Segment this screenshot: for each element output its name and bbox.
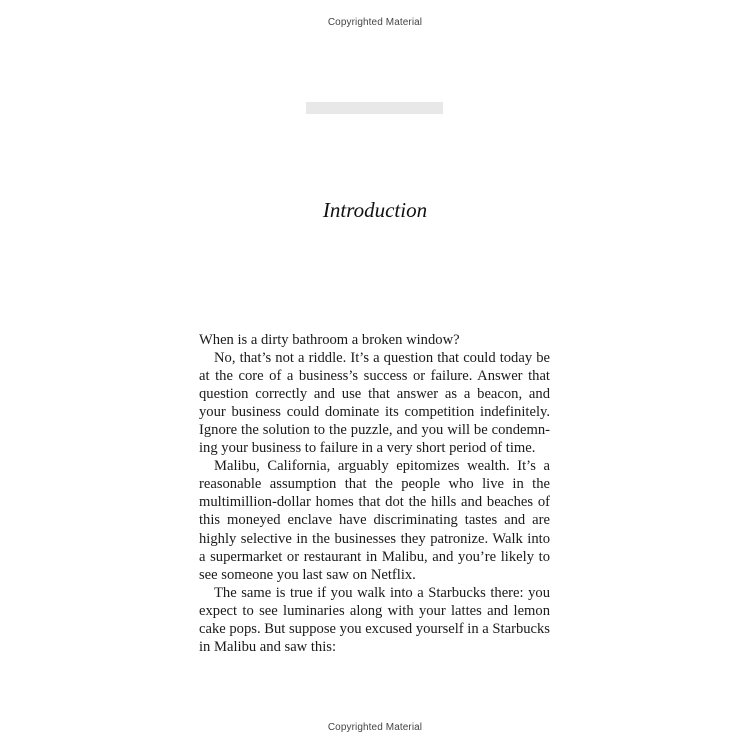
text-line: at the core of a business’s success or failure. Answer that: [199, 368, 550, 385]
paragraph-1: [199, 331, 550, 349]
text-line: expect to see luminaries along with your lattes and lemon: [199, 602, 550, 619]
text-line: a supermarket or restaurant in Malibu, and you’re likely to: [199, 548, 550, 565]
text-line: ing your business to failure in a very short period of time.: [199, 440, 536, 457]
paragraph-2: [199, 349, 550, 457]
text-line: cake pops. But suppose you excused yourself in a Starbucks: [199, 620, 550, 637]
body-text: [199, 331, 550, 656]
text-line: multimillion-dollar homes that dot the hills and beaches of: [199, 494, 550, 511]
text-line: highly selective in the businesses they patronize. Walk into: [199, 530, 550, 547]
chapter-title: Introduction: [322, 198, 428, 222]
text-line: When is a dirty bathroom a broken window?: [199, 332, 460, 348]
text-line: question correctly and use that answer as a beacon, and: [199, 386, 550, 403]
text-line: reasonable assumption that the people who live in the: [199, 476, 550, 493]
text-line: your business could dominate its competition indefinitely.: [199, 404, 550, 421]
paragraph-3: [199, 457, 550, 583]
text-line: No, that’s not a riddle. It’s a question that could today be: [214, 350, 550, 367]
text-line: see someone you last saw on Netflix.: [199, 566, 416, 583]
chapter-decorative-bar: [306, 102, 443, 114]
text-line: Malibu, California, arguably epitomizes wealth. It’s a: [214, 458, 550, 475]
text-line: The same is true if you walk into a Starbucks there: you: [214, 584, 550, 601]
copyright-watermark-top: Copyrighted Material: [327, 17, 423, 28]
text-line: in Malibu and saw this:: [199, 638, 337, 655]
copyright-watermark-bottom: Copyrighted Material: [327, 722, 423, 733]
text-line: this moneyed enclave have discriminating tastes and are: [199, 512, 550, 529]
text-line: Ignore the solution to the puzzle, and you will be condemn-: [199, 422, 550, 439]
paragraph-4: [199, 584, 550, 656]
